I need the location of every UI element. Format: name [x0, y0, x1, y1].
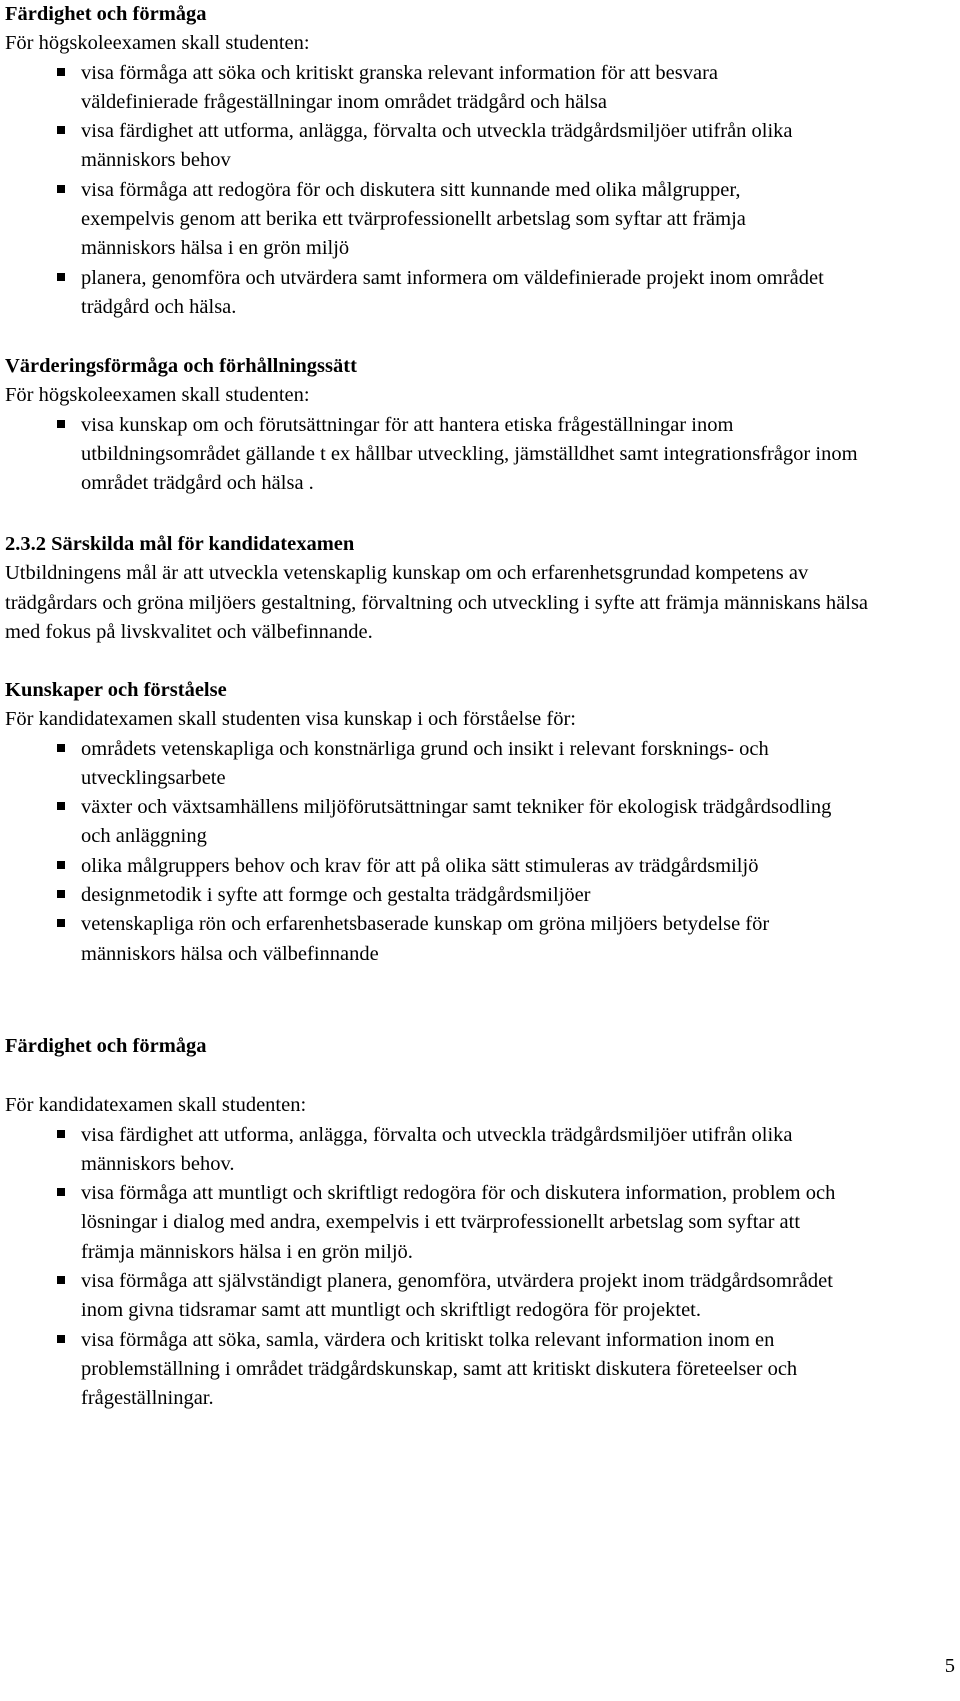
bullet-square-icon [57, 1130, 65, 1138]
section-bachelor-goals [5, 530, 885, 647]
list-item: visa förmåga att självständigt planera, genomföra, utvärdera projekt inom trädgårdsområdet inom givna tidsramar samt att muntligt och skriftligt redogöra för projektet. [5, 1267, 845, 1326]
section-body: Utbildningens mål är att utveckla vetenskaplig kunskap om och erfarenhetsgrundad kompetens av trädgårdars och gröna miljöers gestaltning, förvaltning och utveckling i syfte att främja människans hälsa med fokus på livskvalitet och välbefinnande. [5, 562, 869, 643]
list-item: visa kunskap om och förutsättningar för att hantera etiska frågeställningar inom utbildningsområdet gällande t ex hållbar utveckling, jämställdhet samt integrationsfrågor inom området trädgård och hälsa . [5, 411, 865, 499]
bullet-square-icon [57, 861, 65, 869]
list-item: visa förmåga att muntligt och skriftligt redogöra för och diskutera information, problem och lösningar i dialog med andra, exempelvis i ett tvärprofessionellt arbetslag som syftar att främja människors hälsa i en grön miljö. [5, 1179, 845, 1267]
list-item: olika målgruppers behov och krav för att på olika sätt stimuleras av trädgårdsmiljö [5, 852, 855, 881]
section-heading: Färdighet och förmåga [5, 3, 207, 25]
section-intro: För kandidatexamen skall studenten visa kunskap i och förståelse för: [5, 708, 577, 731]
list-item: visa färdighet att utforma, anlägga, förvalta och utveckla trädgårdsmiljöer utifrån olika människors behov [5, 117, 837, 176]
bullet-list [5, 735, 855, 969]
list-item: vetenskapliga rön och erfarenhetsbaserade kunskap om gröna miljöers betydelse för människors hälsa och välbefinnande [5, 910, 855, 969]
list-item: visa förmåga att söka och kritiskt granska relevant information för att besvara väldefinierade frågeställningar inom området trädgård och hälsa [5, 59, 837, 118]
section-intro: För högskoleexamen skall studenten: [5, 384, 310, 407]
bullet-square-icon [57, 126, 65, 134]
bullet-square-icon [57, 68, 65, 76]
page-number: 5 [944, 1655, 955, 1677]
list-item: planera, genomföra och utvärdera samt informera om väldefinierade projekt inom området trädgård och hälsa. [5, 264, 837, 323]
section-intro: För högskoleexamen skall studenten: [5, 32, 310, 55]
list-item: visa förmåga att söka, samla, värdera och kritiskt tolka relevant information inom en problemställning i området trädgårdskunskap, samt att kritiskt diskutera företeelser och frågeställningar. [5, 1326, 845, 1414]
section-skills-bachelor [5, 1032, 955, 1414]
list-item: visa förmåga att redogöra för och diskutera sitt kunnande med olika målgrupper, exempelvis genom att berika ett tvärprofessionellt arbetslag som syftar att främja människors hälsa i en grön miljö [5, 176, 837, 264]
list-item: visa färdighet att utforma, anlägga, förvalta och utveckla trädgårdsmiljöer utifrån olika människors behov. [5, 1121, 845, 1180]
bullet-square-icon [57, 1276, 65, 1284]
bullet-square-icon [57, 1335, 65, 1343]
bullet-square-icon [57, 273, 65, 281]
section-heading: Kunskaper och förståelse [5, 679, 227, 701]
list-item: växter och växtsamhällens miljöförutsättningar samt tekniker för ekologisk trädgårdsodling och anläggning [5, 793, 855, 852]
bullet-square-icon [57, 919, 65, 927]
bullet-square-icon [57, 744, 65, 752]
section-knowledge-understanding [5, 676, 955, 969]
list-item: områdets vetenskapliga och konstnärliga grund och insikt i relevant forsknings- och utvecklingsarbete [5, 735, 855, 794]
bullet-list [5, 1121, 845, 1414]
list-item: designmetodik i syfte att formge och gestalta trädgårdsmiljöer [5, 881, 855, 910]
bullet-square-icon [57, 420, 65, 428]
section-heading: Färdighet och förmåga [5, 1035, 207, 1057]
bullet-list [5, 411, 865, 499]
bullet-square-icon [57, 1188, 65, 1196]
bullet-square-icon [57, 802, 65, 810]
bullet-list [5, 59, 837, 323]
bullet-square-icon [57, 890, 65, 898]
bullet-square-icon [57, 185, 65, 193]
section-values-attitudes [5, 352, 955, 498]
section-intro: För kandidatexamen skall studenten: [5, 1094, 307, 1117]
section-heading: 2.3.2 Särskilda mål för kandidatexamen [5, 533, 355, 555]
section-skills-higher-ed [5, 0, 955, 322]
section-heading: Värderingsförmåga och förhållningssätt [5, 355, 357, 377]
